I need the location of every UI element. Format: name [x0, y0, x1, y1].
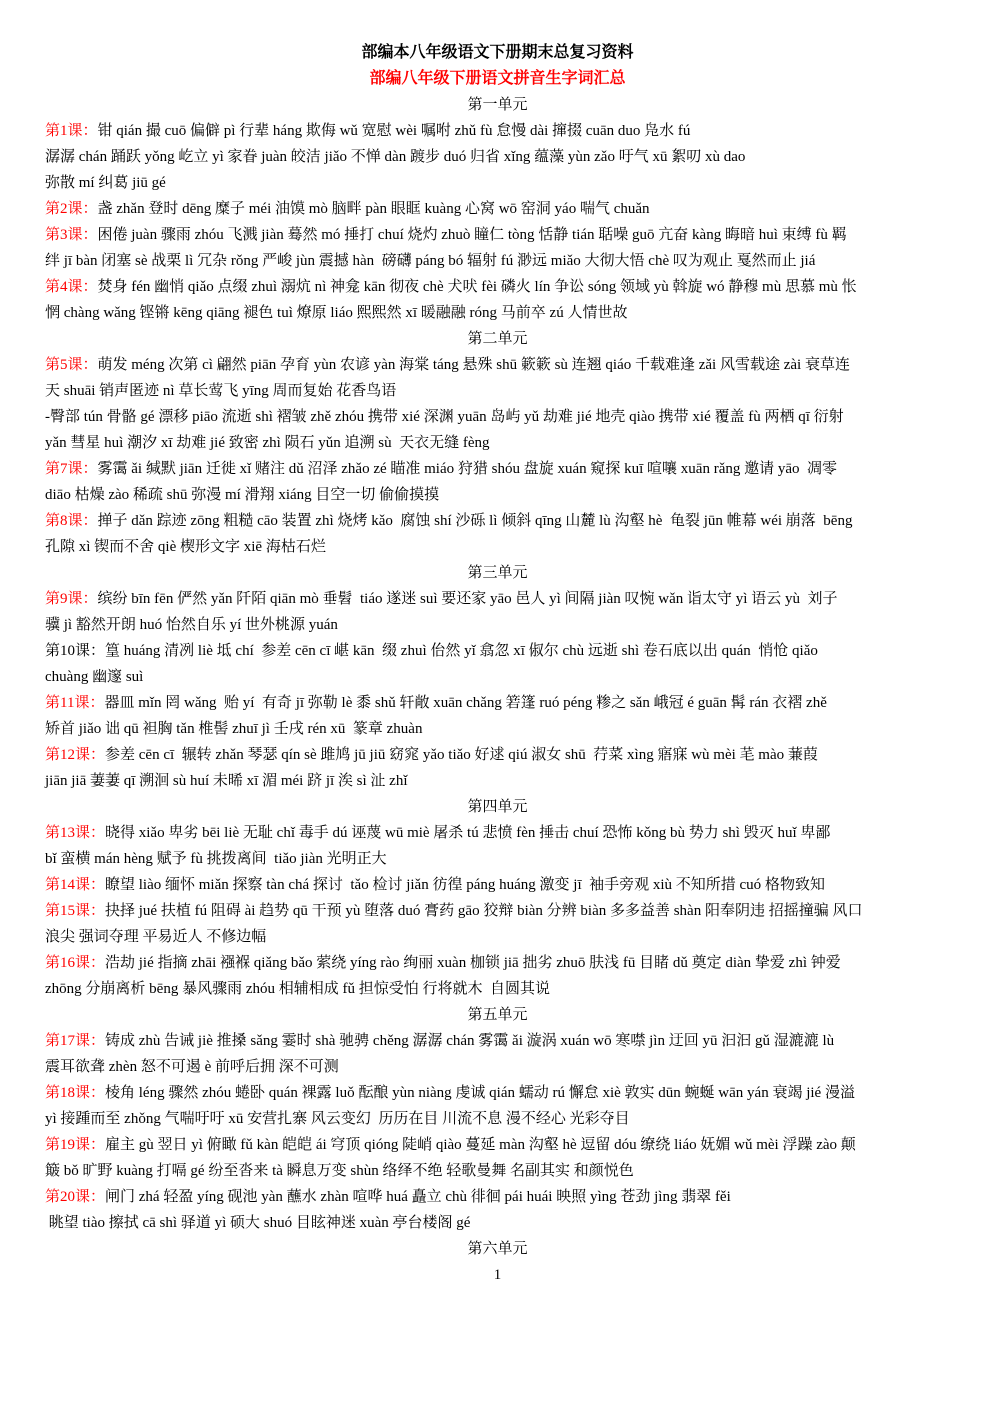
- document-subtitle: 部编八年级下册语文拼音生字词汇总: [369, 70, 626, 87]
- unit-heading: 第二单元: [467, 331, 528, 347]
- lesson-text: jiān jiā 萋萋 qī 溯洄 sù huí 未晞 xī 湄 méi 跻 jī 涘 sì 沚 zhǐ: [45, 773, 408, 789]
- lesson-wrap-line: [45, 768, 950, 794]
- lesson-text: 瞭望 liào 缅怀 miǎn 探察 tàn chá 探讨 tǎo 检讨 jiǎn 彷徨 páng huáng 激变 jī 袖手旁观 xiù 不知所措 cuó 格物致知: [105, 877, 825, 893]
- lesson-text: 浩劫 jié 指摘 zhāi 襁褓 qiǎng bǎo 萦绕 yíng rào 绚丽 xuàn 枷锁 jiā 拙劣 zhuō 肤浅 fū 目睹 dǔ 奠定 diàn 挚爱 zhì 钟爱: [105, 955, 841, 971]
- lesson-line: [45, 196, 950, 222]
- lesson-text: 盏 zhǎn 登时 dēng 糜子 méi 油馍 mò 脑畔 pàn 眼眶 kuàng 心窝 wō 窑洞 yáo 喘气 chuǎn: [97, 201, 650, 217]
- lesson-text: 困倦 juàn 骤雨 zhóu 飞溅 jiàn 蓦然 mó 捶打 chuí 烧灼 zhuò 瞳仁 tòng 恬静 tián 聒噪 guō 亢奋 kàng 晦暗 huì 束缚 fù 羁: [97, 227, 847, 243]
- lesson-text: 雇主 gù 翌日 yì 俯瞰 fǔ kàn 皑皑 ái 穹顶 qióng 陡峭 qiào 蔓延 màn 沟壑 hè 逗留 dóu 缭绕 liáo 妩媚 wǔ mèi 浮躁 zào 颠: [105, 1137, 856, 1153]
- unit-heading: 第三单元: [467, 565, 528, 581]
- lesson-line: [45, 456, 950, 482]
- lesson-label: 第13课：: [45, 825, 106, 841]
- lesson-line: [45, 638, 950, 664]
- lesson-text: 晓得 xiǎo 卑劣 bēi liè 无耻 chǐ 毒手 dú 诬蔑 wū miè 屠杀 tú 悲愤 fèn 捶击 chuí 恐怖 kǒng bù 势力 shì 毁灭 huǐ 卑鄙: [105, 825, 831, 841]
- lesson-label: 第5课：: [45, 357, 98, 373]
- lesson-label: 第2课：: [45, 201, 98, 217]
- lesson-text: bǐ 蛮横 mán hèng 赋予 fù 挑拨离间 tiǎo jiàn 光明正大: [45, 851, 387, 867]
- lesson-wrap-line: [45, 248, 950, 274]
- lesson-text: -臀部 tún 骨骼 gé 漂移 piāo 流逝 shì 褶皱 zhě zhóu 携带 xié 深渊 yuān 岛屿 yǔ 劫难 jié 地壳 qiào 携带 xié 覆盖 fù 两栖 qī 衍射: [45, 409, 844, 425]
- lesson-text: 潺潺 chán 踊跃 yǒng 屹立 yì 家眷 juàn 皎洁 jiǎo 不惮 dàn 踱步 duó 归省 xǐng 蕴藻 yùn zǎo 吁气 xū 絮叨 xù dao: [45, 149, 746, 165]
- lesson-wrap-line: [45, 976, 950, 1002]
- lesson-line: [45, 950, 950, 976]
- lesson-line: [45, 1080, 950, 1106]
- lesson-text: yì 接踵而至 zhǒng 气喘吁吁 xū 安营扎寨 风云变幻 历历在目 川流不息 漫不经心 光彩夺目: [45, 1111, 630, 1127]
- lesson-text: 缤纷 bīn fēn 俨然 yǎn 阡陌 qiān mò 垂髫 tiáo 遂迷 suì 要还家 yāo 邑人 yì 间隔 jiàn 叹惋 wǎn 诣太守 yì 语云 yù 刘子: [97, 591, 838, 607]
- document-title: 部编本八年级语文下册期末总复习资料: [361, 44, 634, 61]
- lesson-text: 棱角 léng 骤然 zhóu 蜷卧 quán 裸露 luǒ 酝酿 yùn niàng 虔诚 qián 蠕动 rú 懈怠 xiè 敦实 dūn 蜿蜒 wān yán 衰竭 jié 漫溢: [105, 1085, 855, 1101]
- lesson-text: 钳 qián 撮 cuō 偏僻 pì 行辈 háng 欺侮 wǔ 宽慰 wèi 嘱咐 zhǔ fù 怠慢 dài 撺掇 cuān duo 凫水 fú: [97, 123, 691, 139]
- lesson-text: 簸 bǒ 旷野 kuàng 打嗝 gé 纷至沓来 tà 瞬息万变 shùn 络绎不绝 轻歌曼舞 名副其实 和颜悦色: [45, 1163, 634, 1179]
- lesson-line: [45, 404, 950, 430]
- lesson-text: 器皿 mǐn 罔 wǎng 贻 yí 有奇 jī 弥勒 lè 黍 shǔ 轩敞 xuān chǎng 箬篷 ruó péng 糁之 sǎn 峨冠 é guān 髯 rán 衣褶 zhě: [104, 695, 827, 711]
- lesson-text: 抉择 jué 扶植 fú 阻碍 ài 趋势 qū 干预 yù 堕落 duó 膏药 gāo 狡辩 biàn 分辨 biàn 多多益善 shàn 阳奉阴违 招摇撞骗 风口: [105, 903, 863, 919]
- lesson-text: 孔隙 xì 锲而不舍 qiè 楔形文字 xiē 海枯石烂: [45, 539, 326, 555]
- lesson-line: [45, 274, 950, 300]
- unit-heading: 第一单元: [467, 97, 528, 113]
- lesson-line: [45, 586, 950, 612]
- lesson-label: 第18课：: [45, 1085, 106, 1101]
- unit-heading: 第四单元: [467, 799, 528, 815]
- page-number: 1: [493, 1267, 502, 1283]
- lesson-text: 参差 cēn cī 辗转 zhǎn 琴瑟 qín sè 雎鸠 jū jiū 窈窕 yǎo tiǎo 好逑 qiú 淑女 shū 荇菜 xìng 寤寐 wù mèi 芼 mào 蒹葭: [105, 747, 818, 763]
- lesson-label: 第17课：: [45, 1033, 106, 1049]
- lesson-line: [45, 690, 950, 716]
- lesson-wrap-line: [45, 846, 950, 872]
- lesson-text: 焚身 fén 幽悄 qiǎo 点缀 zhuì 溺炕 nì 神龛 kān 彻夜 chè 犬吠 fèi 磷火 lín 争讼 sóng 领域 yù 斡旋 wó 静穆 mù 思慕 mù 怅: [97, 279, 857, 295]
- unit-heading: 第六单元: [467, 1241, 528, 1257]
- lesson-wrap-line: [45, 1106, 950, 1132]
- lesson-line: [45, 118, 950, 144]
- lesson-wrap-line: [45, 534, 950, 560]
- lesson-text: 骥 jì 豁然开朗 huó 怡然自乐 yí 世外桃源 yuán: [45, 617, 338, 633]
- lesson-label: 第19课：: [45, 1137, 106, 1153]
- lesson-text: 天 shuāi 销声匿迹 nì 草长莺飞 yīng 周而复始 花香鸟语: [45, 383, 397, 399]
- lesson-wrap-line: [45, 1054, 950, 1080]
- lesson-label: 第9课：: [45, 591, 98, 607]
- lesson-text: zhōng 分崩离析 bēng 暴风骤雨 zhóu 相辅相成 fǔ 担惊受怕 行将就木 自圆其说: [45, 981, 550, 997]
- lesson-text: 篁 huáng 清冽 liè 坻 chí 参差 cēn cī 嵁 kān 缀 zhuì 佁然 yǐ 翕忽 xī 俶尔 chù 远逝 shì 卷石底以出 quán 悄怆 qiǎo: [105, 643, 818, 659]
- lesson-line: [45, 820, 950, 846]
- lesson-wrap-line: [45, 716, 950, 742]
- lesson-label: 第4课：: [45, 279, 98, 295]
- lesson-text: 萌发 méng 次第 cì 翩然 piān 孕育 yùn 农谚 yàn 海棠 táng 悬殊 shū 簌簌 sù 连翘 qiáo 千载难逢 zǎi 风雪载途 zài 衰草连: [97, 357, 850, 373]
- lesson-text: 弥散 mí 纠葛 jiū gé: [45, 175, 166, 191]
- lesson-text: 矫首 jiǎo 诎 qū 袒胸 tǎn 椎髻 zhuī jì 壬戌 rén xū 篆章 zhuàn: [45, 721, 423, 737]
- lesson-label: 第16课：: [45, 955, 106, 971]
- lesson-label: 第1课：: [45, 123, 98, 139]
- lesson-label: 第12课：: [45, 747, 106, 763]
- lesson-label: 第8课：: [45, 513, 98, 529]
- lesson-text: 闸门 zhá 轻盈 yíng 砚池 yàn 蘸水 zhàn 喧哗 huá 矗立 chù 徘徊 pái huái 映照 yìng 苍劲 jìng 翡翠 fěi: [105, 1189, 731, 1205]
- lesson-wrap-line: [45, 664, 950, 690]
- lesson-line: [45, 1184, 950, 1210]
- lesson-text: 震耳欲聋 zhèn 怒不可遏 è 前呼后拥 深不可测: [45, 1059, 339, 1075]
- lesson-text: 浪尖 强词夺理 平易近人 不修边幅: [45, 929, 267, 945]
- lesson-text: 雾霭 ǎi 缄默 jiān 迁徙 xǐ 赌注 dǔ 沼泽 zhǎo zé 瞄准 miáo 狩猎 shóu 盘旋 xuán 窥探 kuī 喧嚷 xuān rǎng 邀请 yāo 凋零: [97, 461, 838, 477]
- lesson-wrap-line: [45, 482, 950, 508]
- lesson-label: 第20课：: [45, 1189, 106, 1205]
- unit-heading: 第五单元: [467, 1007, 528, 1023]
- lesson-line: [45, 898, 950, 924]
- lesson-wrap-line: [45, 1158, 950, 1184]
- lesson-line: [45, 222, 950, 248]
- lesson-line: [45, 1028, 950, 1054]
- lesson-label: 第7课：: [45, 461, 98, 477]
- lesson-text: 眺望 tiào 擦拭 cā shì 驿道 yì 硕大 shuó 目眩神迷 xuàn 亭台楼阁 gé: [45, 1215, 471, 1231]
- lesson-text: diāo 枯燥 zào 稀疏 shū 弥漫 mí 滑翔 xiáng 目空一切 偷偷摸摸: [45, 487, 440, 503]
- lesson-text: 铸成 zhù 告诫 jiè 推搡 sǎng 霎时 shà 驰骋 chěng 潺潺 chán 雾霭 ǎi 漩涡 xuán wō 寒噤 jìn 迂回 yū 汩汩 gǔ 湿漉漉 lù: [105, 1033, 835, 1049]
- lesson-wrap-line: [45, 612, 950, 638]
- lesson-line: [45, 742, 950, 768]
- lesson-text: chuàng 幽邃 suì: [45, 669, 144, 685]
- document-body: [45, 92, 950, 1262]
- lesson-text: 绊 jī bàn 闭塞 sè 战栗 lì 冗杂 rǒng 严峻 jùn 震撼 hàn 磅礴 páng bó 辐射 fú 渺远 miǎo 大彻大悟 chè 叹为观止 戛然而止 jiá: [45, 253, 816, 269]
- lesson-text: 掸子 dǎn 踪迹 zōng 粗糙 cāo 装置 zhì 烧烤 kǎo 腐蚀 shí 沙砾 lì 倾斜 qīng 山麓 lù 沟壑 hè 龟裂 jūn 帷幕 wéi 崩落 bēng: [97, 513, 853, 529]
- lesson-label: 第3课：: [45, 227, 98, 243]
- lesson-text: yǎn 彗星 huì 潮汐 xī 劫难 jié 致密 zhì 陨石 yǔn 追溯 sù 天衣无缝 fèng: [45, 435, 490, 451]
- lesson-text: 惘 chàng wǎng 铿锵 kēng qiāng 褪色 tuì 燎原 liáo 熙熙然 xī 暖融融 róng 马前卒 zú 人情世故: [45, 305, 628, 321]
- lesson-wrap-line: [45, 1210, 950, 1236]
- lesson-wrap-line: [45, 170, 950, 196]
- lesson-wrap-line: [45, 924, 950, 950]
- lesson-label: 第11课：: [45, 695, 105, 711]
- lesson-wrap-line: [45, 378, 950, 404]
- lesson-line: [45, 352, 950, 378]
- lesson-label: 第15课：: [45, 903, 106, 919]
- lesson-line: [45, 508, 950, 534]
- lesson-wrap-line: [45, 300, 950, 326]
- lesson-label: 第10课：: [45, 643, 106, 659]
- lesson-wrap-line: [45, 144, 950, 170]
- lesson-line: [45, 1132, 950, 1158]
- lesson-wrap-line: [45, 430, 950, 456]
- lesson-line: [45, 872, 950, 898]
- lesson-label: 第14课：: [45, 877, 106, 893]
